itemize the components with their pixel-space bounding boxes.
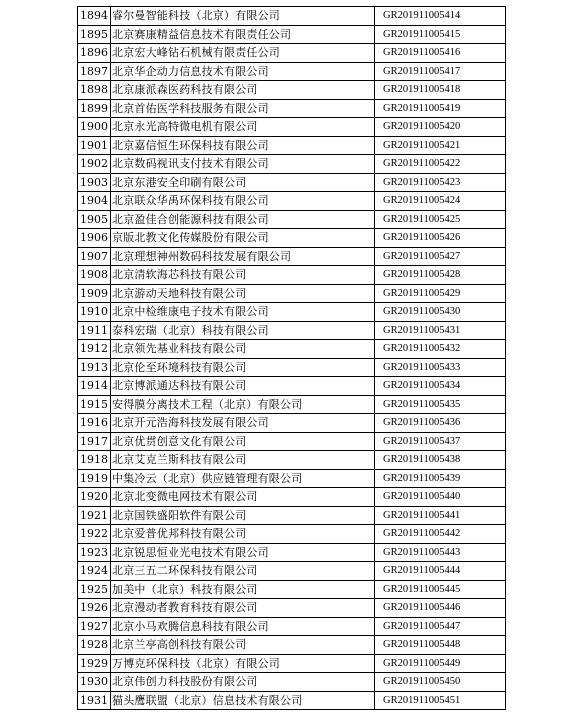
table-row (78, 321, 506, 340)
certificate-number-cell: GR201911005447 (375, 617, 506, 636)
row-number-cell: 1923 (78, 543, 111, 562)
company-name-cell: 北京数码视讯支付技术有限公司 (111, 155, 375, 174)
row-number-cell: 1927 (78, 617, 111, 636)
row-number-cell: 1899 (78, 99, 111, 118)
table-row (78, 136, 506, 155)
certificate-number-cell: GR201911005434 (375, 377, 506, 396)
certificate-number-cell: GR201911005449 (375, 654, 506, 673)
table-row (78, 451, 506, 470)
certificate-number-cell: GR201911005432 (375, 340, 506, 359)
company-name-cell: 安得膜分离技术工程（北京）有限公司 (111, 395, 375, 414)
table-row (78, 284, 506, 303)
table-row (78, 229, 506, 248)
document-table-container (77, 6, 506, 710)
table-row (78, 25, 506, 44)
certificate-number-cell: GR201911005445 (375, 580, 506, 599)
certificate-number-cell: GR201911005442 (375, 525, 506, 544)
company-name-cell: 北京康派森医药科技有限公司 (111, 81, 375, 100)
company-name-cell: 北京国铁盛阳软件有限公司 (111, 506, 375, 525)
company-name-cell: 北京盈佳合创能源科技有限公司 (111, 210, 375, 229)
table-row (78, 358, 506, 377)
company-name-cell: 加美中（北京）科技有限公司 (111, 580, 375, 599)
table-row (78, 62, 506, 81)
company-name-cell: 北京理想神州数码科技发展有限公司 (111, 247, 375, 266)
certificate-number-cell: GR201911005414 (375, 7, 506, 26)
row-number-cell: 1907 (78, 247, 111, 266)
row-number-cell: 1929 (78, 654, 111, 673)
row-number-cell: 1904 (78, 192, 111, 211)
table-row (78, 303, 506, 322)
table-row (78, 580, 506, 599)
company-name-cell: 北京游动天地科技有限公司 (111, 284, 375, 303)
certificate-number-cell: GR201911005448 (375, 636, 506, 655)
certificate-number-cell: GR201911005423 (375, 173, 506, 192)
certificate-number-cell: GR201911005419 (375, 99, 506, 118)
company-name-cell: 北京中检维康电子技术有限公司 (111, 303, 375, 322)
company-name-cell: 北京开元浩海科技发展有限公司 (111, 414, 375, 433)
table-row (78, 44, 506, 63)
row-number-cell: 1898 (78, 81, 111, 100)
row-number-cell: 1895 (78, 25, 111, 44)
row-number-cell: 1894 (78, 7, 111, 26)
company-name-cell: 北京赛康精益信息技术有限责任公司 (111, 25, 375, 44)
table-row (78, 99, 506, 118)
table-row (78, 525, 506, 544)
certificate-number-cell: GR201911005429 (375, 284, 506, 303)
company-name-cell: 北京博派通达科技有限公司 (111, 377, 375, 396)
certificate-number-cell: GR201911005417 (375, 62, 506, 81)
certificate-number-cell: GR201911005440 (375, 488, 506, 507)
company-name-cell: 中集冷云（北京）供应链管理有限公司 (111, 469, 375, 488)
table-row (78, 488, 506, 507)
table-row (78, 673, 506, 692)
company-name-cell: 睿尔曼智能科技（北京）有限公司 (111, 7, 375, 26)
row-number-cell: 1912 (78, 340, 111, 359)
company-name-cell: 北京锐思恒业光电技术有限公司 (111, 543, 375, 562)
company-certificate-table (77, 6, 506, 710)
row-number-cell: 1919 (78, 469, 111, 488)
certificate-number-cell: GR201911005422 (375, 155, 506, 174)
row-number-cell: 1928 (78, 636, 111, 655)
certificate-number-cell: GR201911005436 (375, 414, 506, 433)
table-row (78, 599, 506, 618)
company-name-cell: 北京爱普优邦科技有限公司 (111, 525, 375, 544)
table-row (78, 562, 506, 581)
row-number-cell: 1896 (78, 44, 111, 63)
table-row (78, 340, 506, 359)
table-row (78, 210, 506, 229)
company-name-cell: 北京清软海芯科技有限公司 (111, 266, 375, 285)
certificate-number-cell: GR201911005426 (375, 229, 506, 248)
company-name-cell: 北京联众华禹环保科技有限公司 (111, 192, 375, 211)
row-number-cell: 1914 (78, 377, 111, 396)
company-name-cell: 泰科宏瑞（北京）科技有限公司 (111, 321, 375, 340)
table-row (78, 506, 506, 525)
company-name-cell: 北京优贯创意文化有限公司 (111, 432, 375, 451)
row-number-cell: 1900 (78, 118, 111, 137)
row-number-cell: 1920 (78, 488, 111, 507)
row-number-cell: 1908 (78, 266, 111, 285)
row-number-cell: 1916 (78, 414, 111, 433)
company-name-cell: 猫头鹰联盟（北京）信息技术有限公司 (111, 691, 375, 710)
company-name-cell: 北京华企动力信息技术有限公司 (111, 62, 375, 81)
row-number-cell: 1910 (78, 303, 111, 322)
certificate-number-cell: GR201911005438 (375, 451, 506, 470)
row-number-cell: 1930 (78, 673, 111, 692)
certificate-number-cell: GR201911005435 (375, 395, 506, 414)
certificate-number-cell: GR201911005446 (375, 599, 506, 618)
row-number-cell: 1909 (78, 284, 111, 303)
certificate-number-cell: GR201911005441 (375, 506, 506, 525)
certificate-number-cell: GR201911005444 (375, 562, 506, 581)
company-name-cell: 北京兰亭高创科技有限公司 (111, 636, 375, 655)
table-body (78, 7, 506, 710)
certificate-number-cell: GR201911005451 (375, 691, 506, 710)
row-number-cell: 1921 (78, 506, 111, 525)
certificate-number-cell: GR201911005437 (375, 432, 506, 451)
row-number-cell: 1918 (78, 451, 111, 470)
company-name-cell: 北京首佑医学科技服务有限公司 (111, 99, 375, 118)
table-row (78, 155, 506, 174)
table-row (78, 469, 506, 488)
table-row (78, 543, 506, 562)
row-number-cell: 1906 (78, 229, 111, 248)
table-row (78, 377, 506, 396)
table-row (78, 118, 506, 137)
row-number-cell: 1926 (78, 599, 111, 618)
certificate-number-cell: GR201911005427 (375, 247, 506, 266)
table-row (78, 266, 506, 285)
row-number-cell: 1915 (78, 395, 111, 414)
company-name-cell: 北京嘉信恒生环保科技有限公司 (111, 136, 375, 155)
certificate-number-cell: GR201911005433 (375, 358, 506, 377)
row-number-cell: 1922 (78, 525, 111, 544)
row-number-cell: 1901 (78, 136, 111, 155)
table-row (78, 81, 506, 100)
certificate-number-cell: GR201911005443 (375, 543, 506, 562)
certificate-number-cell: GR201911005415 (375, 25, 506, 44)
certificate-number-cell: GR201911005431 (375, 321, 506, 340)
row-number-cell: 1917 (78, 432, 111, 451)
row-number-cell: 1897 (78, 62, 111, 81)
table-row (78, 192, 506, 211)
company-name-cell: 北京三五二环保科技有限公司 (111, 562, 375, 581)
company-name-cell: 北京伟创力科技股份有限公司 (111, 673, 375, 692)
row-number-cell: 1911 (78, 321, 111, 340)
certificate-number-cell: GR201911005418 (375, 81, 506, 100)
certificate-number-cell: GR201911005420 (375, 118, 506, 137)
row-number-cell: 1905 (78, 210, 111, 229)
company-name-cell: 北京小马欢腾信息科技有限公司 (111, 617, 375, 636)
table-row (78, 636, 506, 655)
certificate-number-cell: GR201911005450 (375, 673, 506, 692)
row-number-cell: 1902 (78, 155, 111, 174)
certificate-number-cell: GR201911005425 (375, 210, 506, 229)
row-number-cell: 1931 (78, 691, 111, 710)
table-row (78, 247, 506, 266)
company-name-cell: 京版北教文化传媒股份有限公司 (111, 229, 375, 248)
certificate-number-cell: GR201911005424 (375, 192, 506, 211)
company-name-cell: 北京东港安全印刷有限公司 (111, 173, 375, 192)
certificate-number-cell: GR201911005416 (375, 44, 506, 63)
company-name-cell: 北京漫动者教育科技有限公司 (111, 599, 375, 618)
table-row (78, 617, 506, 636)
company-name-cell: 北京永光高特微电机有限公司 (111, 118, 375, 137)
company-name-cell: 北京北变微电网技术有限公司 (111, 488, 375, 507)
company-name-cell: 万博克环保科技（北京）有限公司 (111, 654, 375, 673)
company-name-cell: 北京宏大峰钻石机械有限责任公司 (111, 44, 375, 63)
certificate-number-cell: GR201911005421 (375, 136, 506, 155)
table-row (78, 654, 506, 673)
table-row (78, 173, 506, 192)
table-row (78, 414, 506, 433)
table-row (78, 432, 506, 451)
company-name-cell: 北京伦至环境科技有限公司 (111, 358, 375, 377)
certificate-number-cell: GR201911005439 (375, 469, 506, 488)
company-name-cell: 北京领先基业科技有限公司 (111, 340, 375, 359)
row-number-cell: 1913 (78, 358, 111, 377)
row-number-cell: 1924 (78, 562, 111, 581)
row-number-cell: 1903 (78, 173, 111, 192)
certificate-number-cell: GR201911005428 (375, 266, 506, 285)
table-row (78, 691, 506, 710)
certificate-number-cell: GR201911005430 (375, 303, 506, 322)
row-number-cell: 1925 (78, 580, 111, 599)
table-row (78, 7, 506, 26)
table-row (78, 395, 506, 414)
company-name-cell: 北京艾克兰斯科技有限公司 (111, 451, 375, 470)
